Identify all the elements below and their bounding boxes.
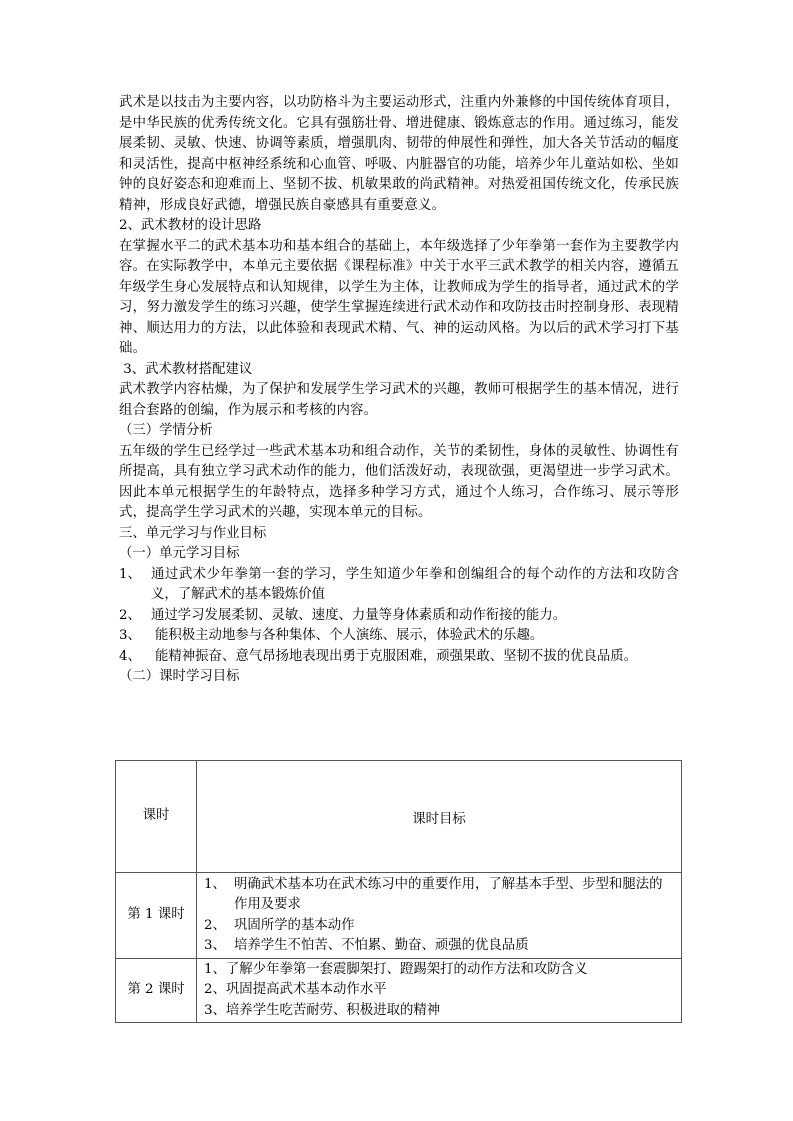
lesson-goal-text: 明确武术基本功在武术练习中的重要作用，了解基本手型、步型和腿法的作用及要求	[234, 876, 663, 912]
analysis-heading: （三）学情分析	[119, 423, 213, 438]
lesson-goal-number: 1、	[204, 961, 226, 977]
lesson-goal-number: 3、	[204, 1002, 226, 1018]
goal-number: 4、	[119, 648, 141, 664]
lesson-column-header: 课时	[116, 761, 197, 873]
goal-number: 3、	[119, 628, 141, 643]
lesson-goal-item	[204, 980, 675, 1001]
goal-number: 2、	[119, 607, 141, 623]
table-row	[116, 873, 682, 959]
section2-heading: 2、武术教材的设计思路	[119, 218, 262, 233]
lesson-goals-cell	[197, 873, 682, 959]
goal-item	[119, 565, 679, 606]
goal-column-header: 课时目标	[197, 761, 682, 873]
goal-text: 能积极主动地参与各种集体、个人演练、展示，体验武术的乐趣。	[155, 628, 544, 643]
lesson-goal-item	[204, 936, 675, 957]
section2-paragraph: 在掌握水平二的武术基本功和基本组合的基础上，本年级选择了少年拳第一套作为主要教学内容。在实际教学中，本单元主要依据《课程标准》中关于水平三武术教学的相关内容，遵循五年级学生身心发展特点和认知规律，以学生为主体，让教师成为学生的指导者，通过武术的学习，努力激发学生的练习兴趣，使学生掌握连续进行武术动作和攻防技击时控制身形、表现精神、顺达用力的方法，以此体验和表现武术精、气、神的运动风格。为以后的武术学习打下基础。	[119, 238, 679, 356]
lesson-goals-cell	[197, 959, 682, 1023]
lesson-goal-item	[204, 1001, 675, 1022]
lesson-goal-text: 巩固提高武术基本动作水平	[225, 982, 387, 998]
section3-paragraph: 武术教学内容枯燥，为了保护和发展学生学习武术的兴趣，教师可根据学生的基本情况，进行组合套路的创编，作为展示和考核的内容。	[119, 382, 679, 418]
goal-text: 通过武术少年拳第一套的学习，学生知道少年拳和创编组合的每个动作的方法和攻防含义，了解武术的基本锻炼价值	[151, 566, 679, 602]
lesson-goal-number: 2、	[204, 982, 226, 998]
section3-heading: 3、武术教材搭配建议	[119, 361, 253, 377]
lesson-label: 第 2 课时	[116, 959, 197, 1023]
table-row	[116, 959, 682, 1023]
lesson-goal-item	[204, 960, 675, 981]
lesson-goals-subheading: （二）课时学习目标	[119, 669, 240, 684]
document-body	[119, 93, 679, 688]
lesson-goal-number: 2、	[204, 917, 226, 933]
lesson-goal-text: 了解少年拳第一套震脚架打、蹬踢架打的动作方法和攻防含义	[225, 961, 588, 977]
goal-item	[119, 606, 679, 627]
intro-paragraph: 武术是以技击为主要内容，以功防格斗为主要运动形式，注重内外兼修的中国传统体育项目，是中华民族的优秀传统文化。它具有强筋壮骨、增进健康、锻炼意志的作用。通过练习，能发展柔韧、灵敏、快速、协调等素质，增强肌肉、韧带的伸展性和弹性，加大各关节活动的幅度和灵活性，提高中枢神经系统和心血管、呼吸、内脏器官的功能，培养少年儿童站如松、坐如钟的良好姿态和迎难而上、坚韧不拔、机敏果敢的尚武精神。对热爱祖国传统文化，传承民族精神，形成良好武德，增强民族自豪感具有重要意义。	[119, 95, 679, 213]
goal-text: 能精神振奋、意气昂扬地表现出勇于克服困难，顽强果敢、坚韧不拔的优良品质。	[155, 648, 638, 664]
lesson-goals-table	[115, 760, 682, 1023]
table-header-row	[116, 761, 682, 873]
goals-heading: 三、单元学习与作业目标	[119, 525, 267, 541]
goal-number: 1、	[119, 566, 141, 582]
goal-item	[119, 626, 679, 647]
lesson-goal-text: 培养学生不怕苦、不怕累、勤奋、顽强的优良品质	[234, 938, 529, 953]
lesson-goal-number: 3、	[204, 938, 226, 953]
lesson-goal-item	[204, 916, 675, 937]
lesson-goal-number: 1、	[204, 876, 226, 892]
lesson-goal-text: 培养学生吃苦耐劳、积极进取的精神	[225, 1002, 441, 1018]
goal-text: 通过学习发展柔韧、灵敏、速度、力量等身体素质和动作衔接的能力。	[151, 607, 567, 623]
unit-goals-subheading: （一）单元学习目标	[119, 546, 240, 561]
analysis-paragraph: 五年级的学生已经学过一些武术基本功和组合动作，关节的柔韧性，身体的灵敏性、协调性有所提高，具有独立学习武术动作的能力，他们活泼好动，表现欲强，更渴望进一步学习武术。因此本单元根据学生的年龄特点，选择多种学习方式，通过个人练习，合作练习、展示等形式，提高学生学习武术的兴趣，实现本单元的目标。	[119, 443, 679, 520]
goal-item	[119, 647, 679, 668]
lesson-goal-item	[204, 875, 675, 916]
lesson-goal-text: 巩固所学的基本动作	[234, 917, 355, 933]
lesson-label: 第 1 课时	[116, 873, 197, 959]
